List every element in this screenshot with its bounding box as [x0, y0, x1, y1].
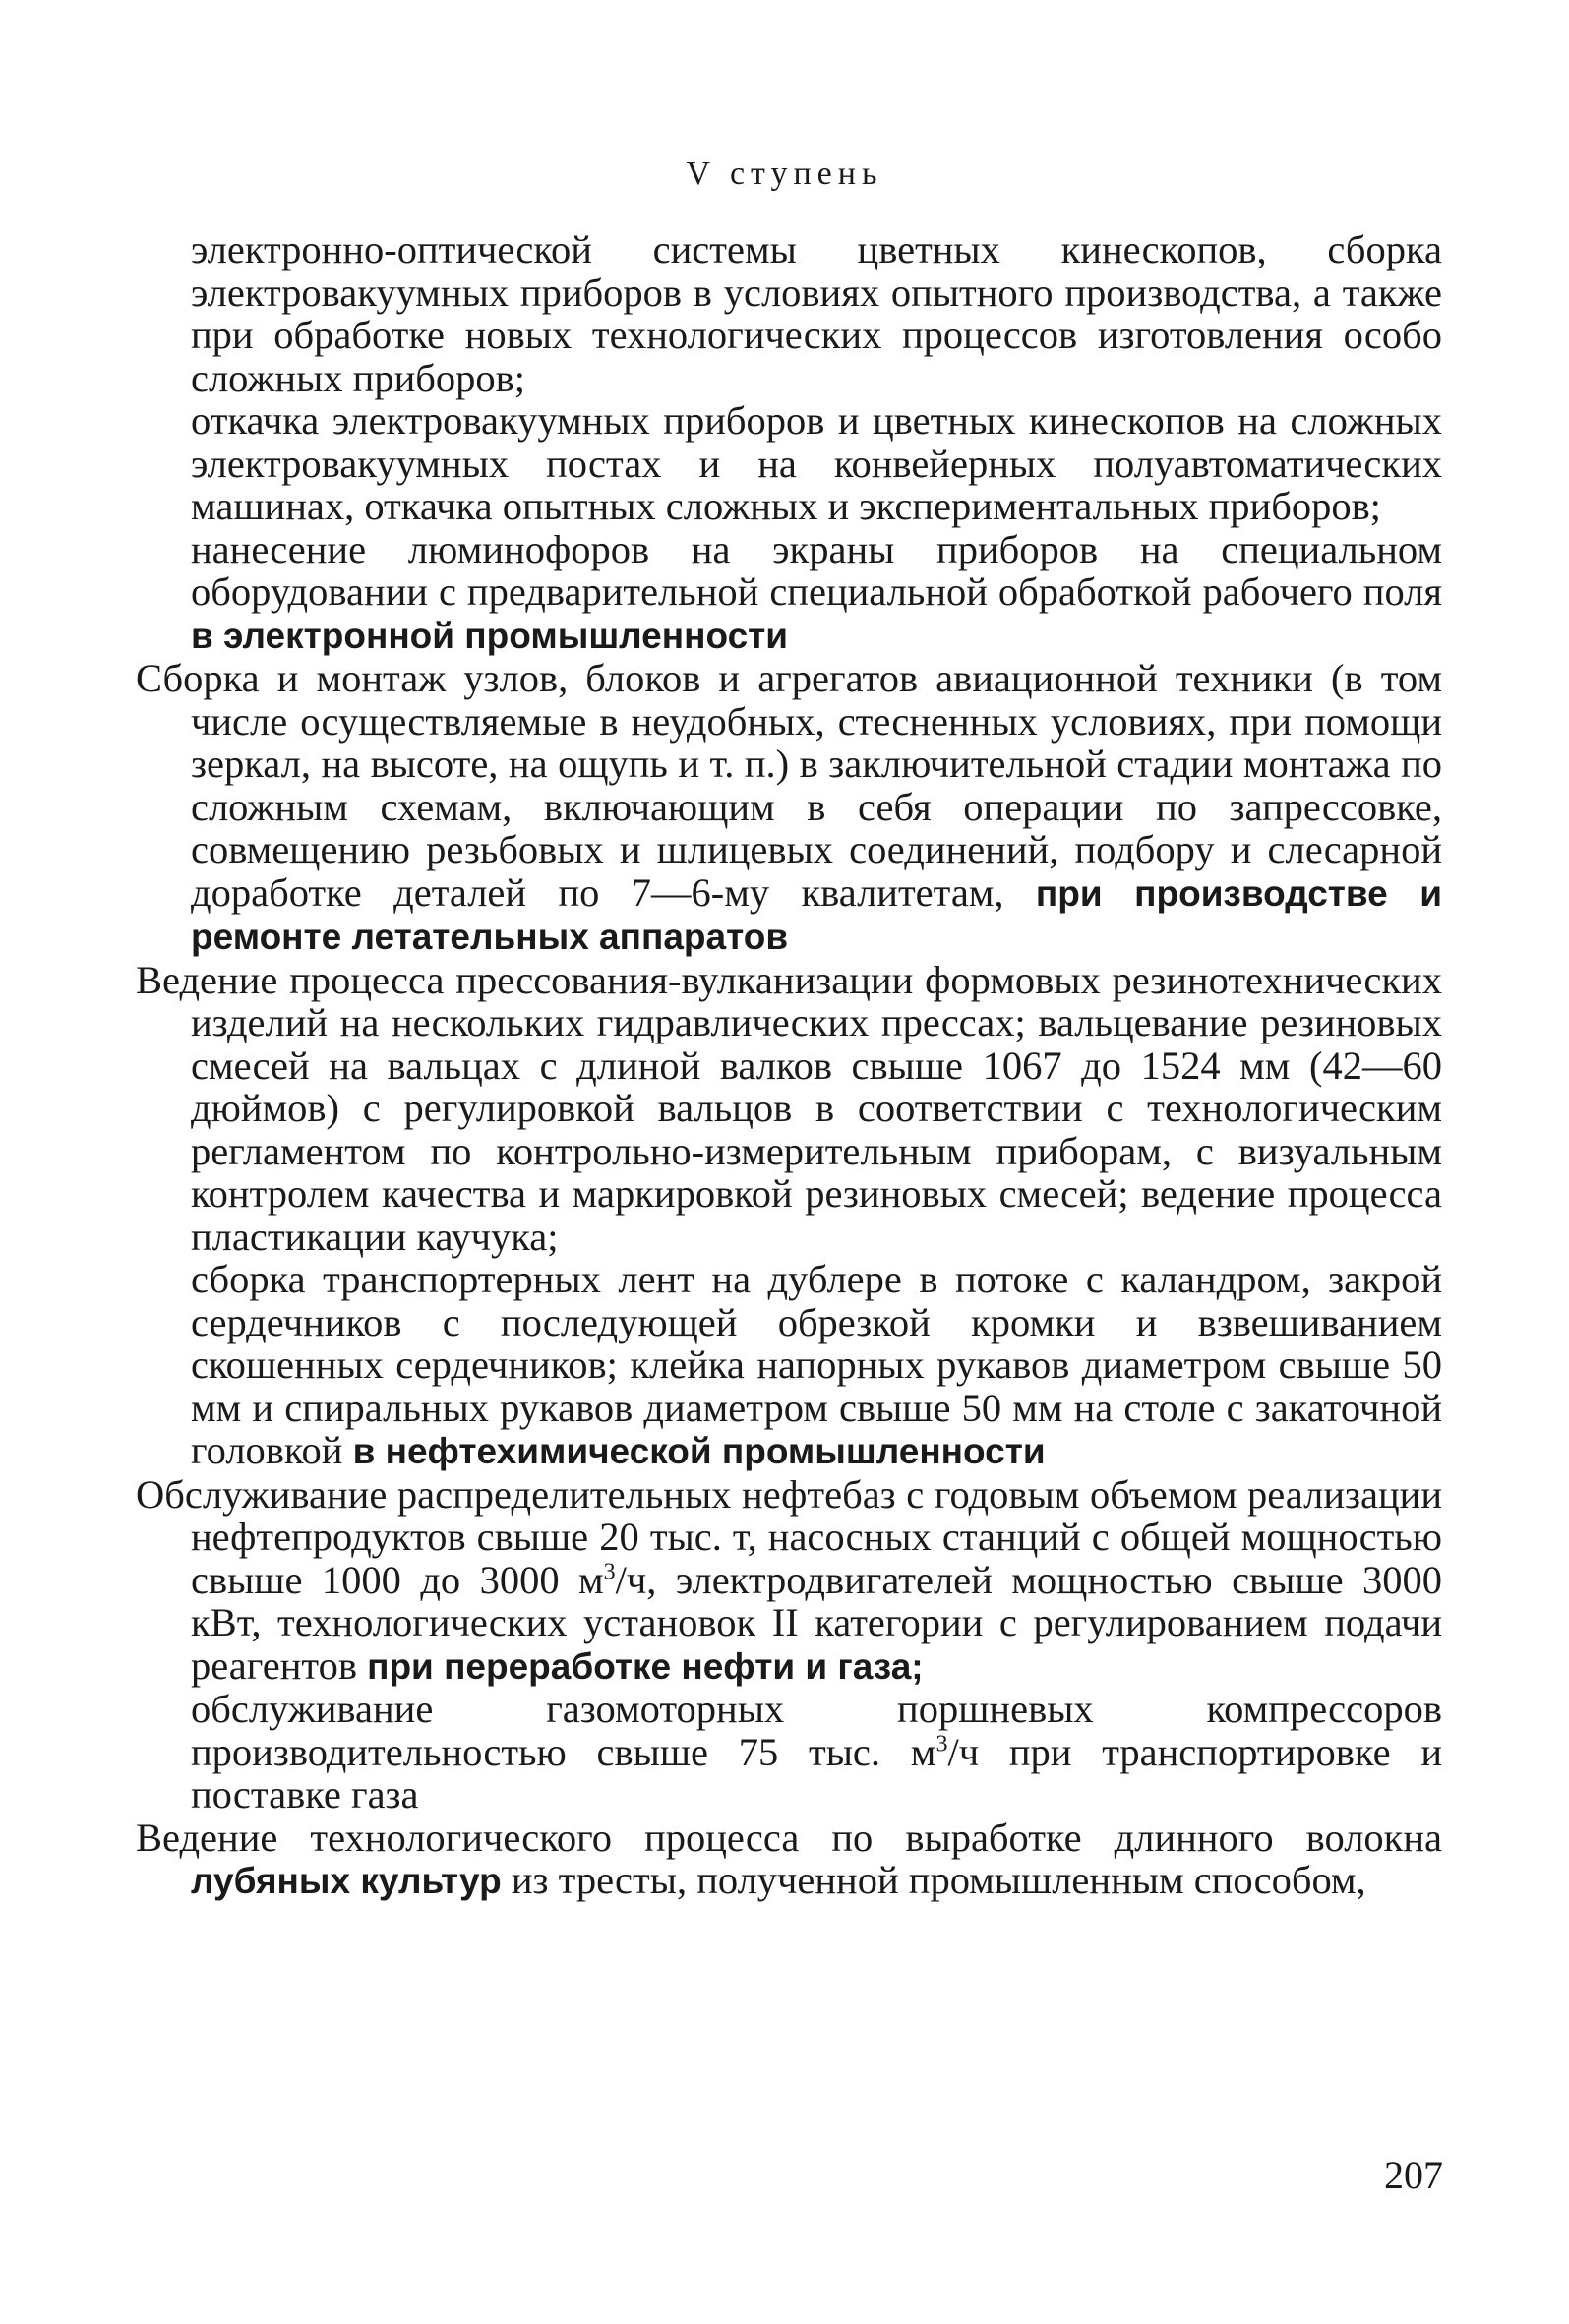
- paragraph-continued-2: откачка электровакуумных приборов и цветных кинескопов на сложных электровакуумных постах и на конвейерных полуавтоматических машинах, откачка опытных сложных и экспериментальных приборов;: [191, 398, 1442, 528]
- paragraph-text: нанесение люминофоров на экраны приборов на специальном оборудовании с предварительной специальной обработкой рабочего поля: [191, 526, 1442, 614]
- entry-oil-sub: [136, 1688, 1442, 1817]
- entry-text: Ведение технологического процесса по выработке длинного волокна: [136, 1815, 1442, 1860]
- paragraph-continued-3: [136, 528, 1442, 658]
- page-number: 207: [1384, 2153, 1443, 2197]
- entry-text: обслуживание газомоторных поршневых компрессоров производительностью свыше 75 тыс. м: [191, 1687, 1442, 1774]
- paragraph-continued-1: электронно-оптической системы цветных кинескопов, сборка электровакуумных приборов в условиях опытного производства, а также при обработке новых технологических процессов изготовления особо сложных приборов;: [191, 227, 1442, 400]
- entry-oil: [136, 1473, 1442, 1689]
- industry-label: при переработке нефти и газа;: [367, 1645, 924, 1687]
- entry-rubber: Ведение процесса прессования-вулканизации формовых резинотехнических изделий на нескольких гидравлических прессах; вальцевание резиновых смесей на вальцах с длиной валков свыше 1067 до 1524 мм (42—60 дюймов) с регулировкой вальцов в соответствии с технологическим регламентом по контрольно-измерительным приборам, с визуальным контролем качества и маркировкой резиновых смесей; ведение процесса пластикации каучука;: [136, 957, 1442, 1259]
- industry-label: в электронной промышленности: [191, 615, 789, 656]
- industry-label: в нефтехимической промышленности: [352, 1431, 1046, 1471]
- superscript: 3: [935, 1731, 948, 1757]
- industry-label: лубяных культур: [191, 1861, 502, 1901]
- superscript: 3: [603, 1559, 616, 1584]
- entry-text: /ч при транспортировке и поставке газа: [191, 1729, 1442, 1817]
- entry-text: Сборка и монтаж узлов, блоков и агрегатов авиационной техники (в том числе осуществляемые в неудобных, стесненных условиях, при помощи зеркал, на высоте, на ощупь и т. п.) в заключительной стадии монтажа по сложным схемам, включающим в себя операции по запрессовке, совмещению резьбовых и шлицевых соединений, подбору и слесарной доработке деталей по 7—6-му квалитетам,: [136, 656, 1442, 915]
- entry-rubber-sub: [136, 1258, 1442, 1473]
- entry-text: сборка транспортерных лент на дублере в потоке с каландром, закрой сердечников с последующей обрезкой кромки и взвешиванием скошенных сердечников; клейка напорных рукавов диаметром свыше 50 мм и спиральных рукавов диаметром свыше 50 мм на столе с закаточной головкой: [191, 1257, 1442, 1472]
- entry-fiber: [136, 1817, 1442, 1903]
- entry-text: /ч, электродвигателей мощностью свыше 3000 кВт, технологических установок II категории с регулированием подачи реагентов: [191, 1557, 1442, 1688]
- industry-label: при производстве и ремонте летательных аппаратов: [191, 872, 1442, 957]
- section-header: V ступень: [686, 155, 883, 192]
- entry-text: из тресты, полученной промышленным способом,: [501, 1858, 1366, 1902]
- entry-text: Обслуживание распределительных нефтебаз с годовым объемом реализации нефтепродуктов свыше 20 тыс. т, насосных станций с общей мощностью свыше 1000 до 3000 м: [136, 1471, 1442, 1602]
- entry-aviation: [136, 657, 1442, 959]
- document-body: [136, 228, 1442, 1903]
